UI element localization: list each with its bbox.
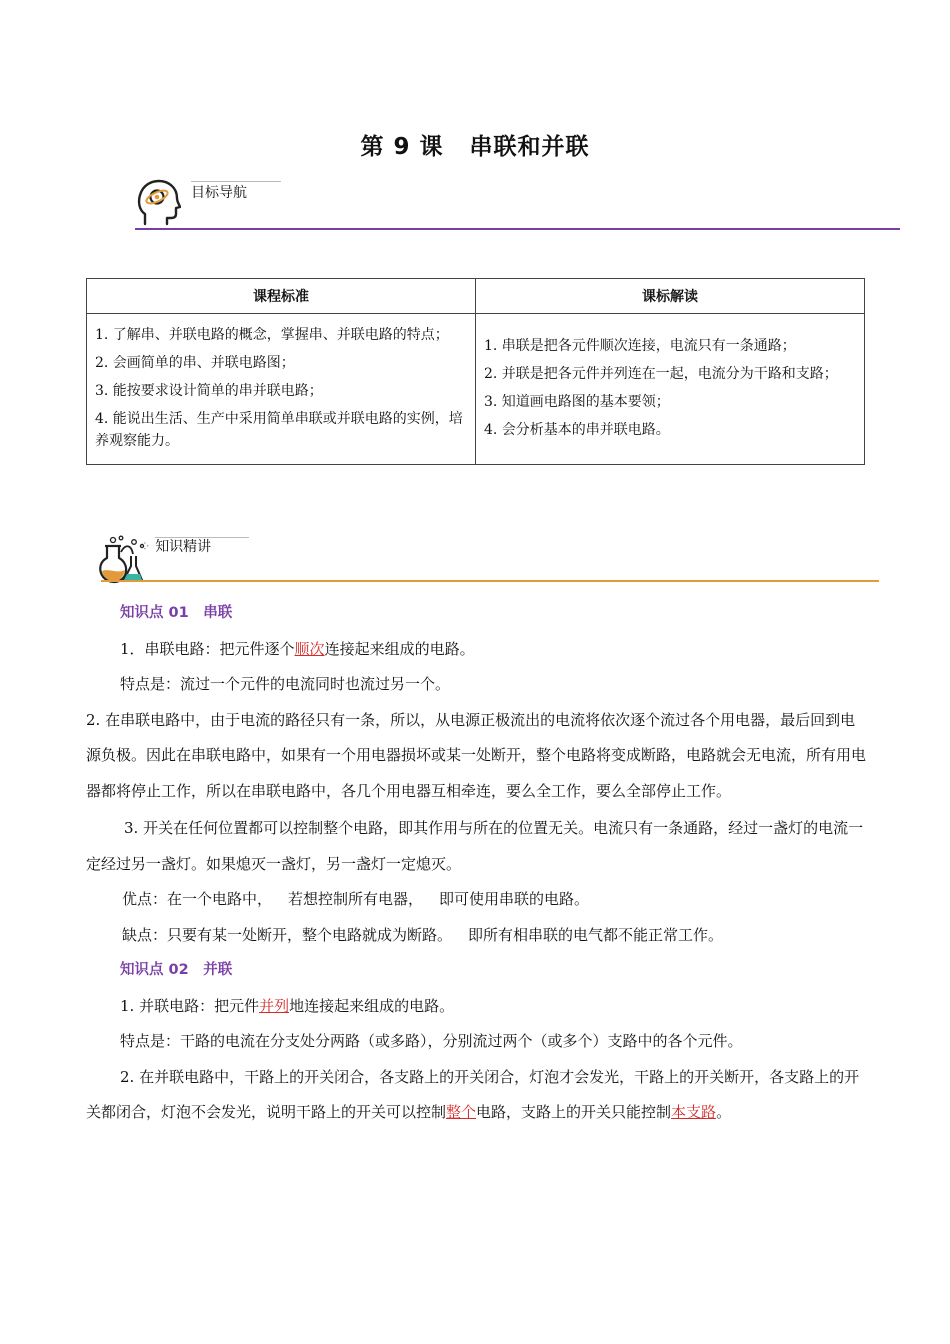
header-divider: [135, 228, 900, 230]
parallel-paragraph-2: 2. 在并联电路中，干路上的开关闭合，各支路上的开关闭合，灯泡才会发光，干路上的开关断开，各支路上的开关都闭合，灯泡不会发光，说明干路上的开关可以控制整个电路，支路上的开关只能控制本支路。: [86, 1067, 860, 1121]
table-row: [87, 314, 865, 465]
standards-cell: [87, 314, 476, 465]
series-definition: 1．串联电路：把元件逐个顺次连接起来组成的电路。: [120, 639, 475, 658]
series-paragraph-2: 2. 在串联电路中，由于电流的路径只有一条，所以，从电源正极流出的电流将依次逐个流过各个用电器，最后回到电源负极。因此在串联电路中，如果有一个用电器损坏或某一处断开，整个电路将变成断路，电路就会无电流，所有用电器都将停止工作，所以在串联电路中，各几个用电器互相牵连，要么全工作，要么全部停止工作。: [86, 710, 867, 800]
interpretation-cell: [476, 314, 865, 465]
interpretation-item: 1. 串联是把各元件顺次连接，电流只有一条通路；: [484, 338, 796, 354]
lesson-topic: 串联和并联: [469, 134, 590, 160]
goal-navigation-label: 目标导航: [191, 185, 247, 201]
knowledge-point-02-title: 知识点 02 并联: [120, 962, 233, 978]
table-header-row: [87, 279, 865, 314]
interpretation-item: 2. 并联是把各元件并列连在一起，电流分为干路和支路；: [484, 366, 838, 382]
parallel-feature: 特点是：干路的电流在分支处分两路（或多路），分别流过两个（或多个）支路中的各个元件。: [120, 1032, 743, 1050]
standard-item: 3. 能按要求设计简单的串并联电路；: [95, 383, 323, 399]
knowledge-label: ⁘ 知识精讲: [139, 539, 212, 555]
knowledge-point-01-title: 知识点 01 串联: [120, 605, 233, 621]
column-header-interpretation: 课标解读: [476, 279, 865, 314]
lesson-number: 第 9 课: [360, 134, 444, 160]
standard-item: 2. 会画简单的串、并联电路图；: [95, 355, 295, 371]
interpretation-item: 4. 会分析基本的串并联电路。: [484, 422, 670, 438]
series-paragraph-3: 3. 开关在任何位置都可以控制整个电路，即其作用与所在的位置无关。电流只有一条通路，经过一盏灯的电流一定经过另一盏灯。如果熄灭一盏灯，另一盏灯一定熄灭。: [86, 819, 864, 873]
page-title: [0, 128, 950, 161]
knowledge-divider: [101, 580, 879, 582]
head-gear-icon: [135, 178, 181, 226]
series-disadvantage: 缺点：只要有某一处断开，整个电路就成为断路。 即所有相串联的电气都不能正常工作。: [122, 925, 724, 944]
series-advantage: 优点：在一个电路中， 若想控制所有电器， 即可使用串联的电路。: [122, 890, 590, 908]
knowledge-header: [97, 530, 879, 586]
interpretation-item: 3. 知道画电路图的基本要领；: [484, 394, 670, 410]
standard-item: 4. 能说出生活、生产中采用简单串联或并联电路的实例，培养观察能力。: [95, 411, 463, 449]
series-feature: 特点是：流过一个元件的电流同时也流过另一个。: [120, 675, 451, 693]
goal-navigation-header: [135, 178, 900, 230]
flask-icon: [97, 534, 145, 584]
column-header-standards: 课程标准: [87, 279, 476, 314]
lesson-content: [86, 596, 866, 1131]
parallel-definition: 1. 并联电路：把元件并列地连接起来组成的电路。: [120, 996, 455, 1015]
standard-item: 1. 了解串、并联电路的概念，掌握串、并联电路的特点；: [95, 327, 449, 343]
curriculum-table: [86, 278, 865, 465]
